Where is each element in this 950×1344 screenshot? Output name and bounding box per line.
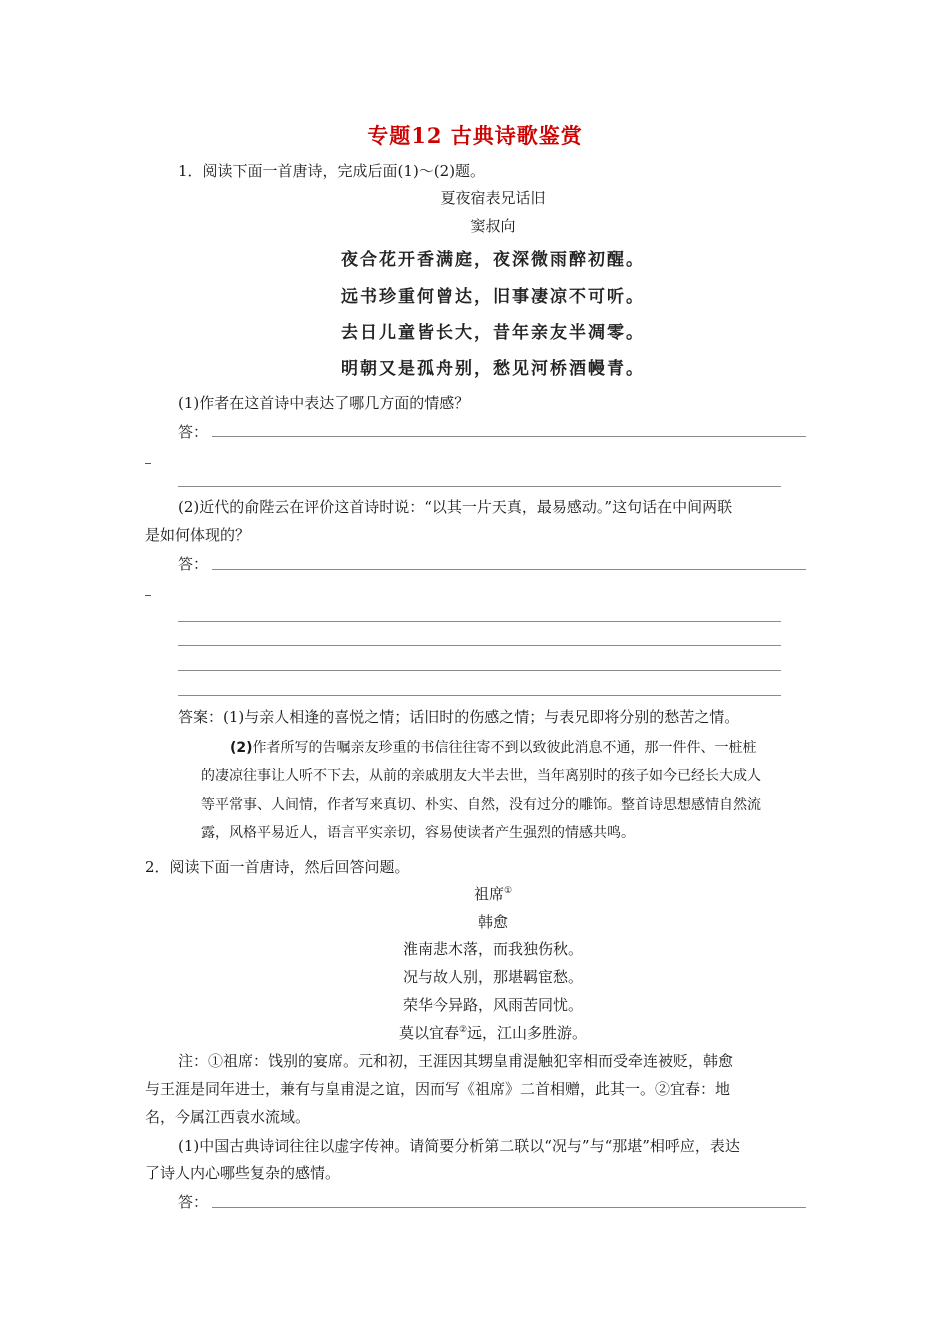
q2-note: 与王涯是同年进士，兼有与皇甫湜之谊，因而写《祖席》二首相赠，此其一。②宜春：地 (145, 1080, 731, 1098)
q2-poem-author: 韩愈 (477, 913, 508, 931)
q2-poem-line-4a: 莫以宜春 (398, 1024, 459, 1042)
answer-label: 答： (178, 1193, 209, 1211)
answer-line[interactable] (178, 486, 781, 487)
q2-poem-title: 祖席 (473, 885, 504, 903)
q1-answer-2-line (230, 737, 757, 759)
q2-intro: 2．阅读下面一首唐诗，然后回答问题。 (145, 858, 410, 876)
answer-line-marker (145, 463, 151, 464)
answer-label: 答： (178, 555, 209, 573)
q1-poem-line: 去日儿童皆长大，昔年亲友半凋零。 (341, 323, 645, 343)
q1-sub-question-2: (2)近代的俞陛云在评价这首诗时说：“以其一片天真，最易感动。”这句话在中间两联 (178, 498, 733, 516)
q2-poem-line: 况与故人别，那堪羁宦愁。 (402, 968, 583, 986)
page-title: 专题12 古典诗歌鉴赏 (367, 123, 583, 148)
answer-line-marker (145, 595, 151, 596)
answer-line[interactable] (178, 621, 781, 622)
q1-answer-1: 答案：(1)与亲人相逢的喜悦之情；话旧时的伤感之情；与表兄即将分别的愁苦之情。 (178, 708, 740, 726)
q2-poem-line-4-note: ② (458, 1025, 468, 1035)
q2-note: 名，今属江西袁水流域。 (145, 1108, 311, 1126)
q2-poem-line: 淮南悲木落，而我独伤秋。 (402, 940, 583, 958)
answer-line[interactable] (178, 695, 781, 696)
answer-line[interactable] (212, 436, 806, 437)
q1-poem-line: 明朝又是孤舟别，愁见河桥酒幔青。 (341, 359, 645, 379)
q1-poem-line: 远书珍重何曾达，旧事凄凉不可听。 (341, 287, 645, 307)
q2-sub-question-1: (1)中国古典诗词往往以虚字传神。请简要分析第二联以“况与”与“那堪”相呼应，表达 (178, 1137, 740, 1155)
q2-poem-title-note: ① (503, 886, 513, 896)
q1-poem-title: 夏夜宿表兄话旧 (440, 189, 546, 207)
q1-poem-line: 夜合花开香满庭，夜深微雨醉初醒。 (341, 250, 645, 270)
q2-poem-title-line (0, 883, 950, 905)
answer-line[interactable] (212, 569, 806, 570)
q2-poem-line: 荣华今异路，风雨苦同忧。 (402, 996, 583, 1014)
q1-answer-2-line: 的凄凉往事让人听不下去，从前的亲戚朋友大半去世，当年离别时的孩子如今已经长大成人 (201, 768, 761, 784)
answer-line[interactable] (178, 670, 781, 671)
q1-answer-2-text: 作者所写的告嘱亲友珍重的书信往往寄不到以致彼此消息不通，那一件件、一桩桩 (252, 740, 757, 756)
q2-poem-line (0, 1022, 950, 1044)
q1-poem-author: 窦叔向 (470, 217, 516, 235)
q2-poem-line-4b: 远，江山多胜游。 (467, 1024, 588, 1042)
answer-line[interactable] (212, 1207, 806, 1208)
answer-label: 答： (178, 423, 209, 441)
q2-sub-question-1-cont: 了诗人内心哪些复杂的感情。 (145, 1164, 341, 1182)
q1-sub-question-2-cont: 是如何体现的？ (145, 526, 251, 544)
q1-sub-question-1: (1)作者在这首诗中表达了哪几方面的情感？ (178, 394, 470, 412)
answer-line[interactable] (178, 645, 781, 646)
q1-answer-2-prefix: (2) (230, 740, 253, 756)
q2-note: 注：①祖席：饯别的宴席。元和初，王涯因其甥皇甫湜触犯宰相而受牵连被贬，韩愈 (178, 1052, 734, 1070)
q1-intro: 1．阅读下面一首唐诗，完成后面(1)～(2)题。 (178, 162, 486, 180)
q1-answer-2-line: 露，风格平易近人，语言平实亲切，容易使读者产生强烈的情感共鸣。 (201, 825, 635, 841)
q1-answer-2-line: 等平常事、人间情，作者写来真切、朴实、自然，没有过分的雕饰。整首诗思想感情自然流 (201, 797, 761, 813)
